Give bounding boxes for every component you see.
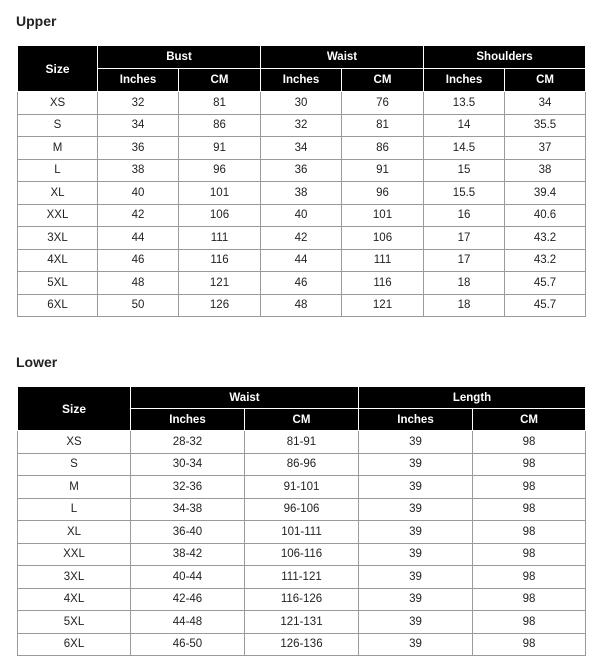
measurement-cell: 86 [342, 137, 424, 160]
measurement-cell: 106 [179, 204, 261, 227]
size-column-header: Size [18, 387, 131, 431]
measurement-cell: 98 [473, 476, 586, 499]
upper-section-title: Upper [16, 13, 57, 29]
table-row [18, 476, 586, 499]
measurement-cell: 116 [179, 249, 261, 272]
inches-subheader: Inches [424, 69, 505, 92]
measurement-cell: 28-32 [131, 431, 245, 454]
measurement-cell: 36 [261, 159, 342, 182]
table-row [18, 92, 586, 115]
measurement-cell: 18 [424, 272, 505, 295]
measurement-cell: 98 [473, 453, 586, 476]
measurement-cell: 42 [261, 227, 342, 250]
measurement-cell: 38 [505, 159, 586, 182]
measurement-cell: 111-121 [245, 566, 359, 589]
size-cell: 3XL [18, 227, 98, 250]
measurement-cell: 42-46 [131, 588, 245, 611]
measurement-cell: 98 [473, 566, 586, 589]
measurement-cell: 46 [98, 249, 179, 272]
measurement-cell: 32 [261, 114, 342, 137]
cm-subheader: CM [473, 409, 586, 431]
measurement-cell: 39 [359, 611, 473, 634]
measurement-cell: 111 [179, 227, 261, 250]
measurement-cell: 44 [261, 249, 342, 272]
measurement-cell: 43.2 [505, 227, 586, 250]
size-cell: 5XL [18, 272, 98, 295]
upper-table-body [18, 92, 586, 317]
measurement-cell: 101 [179, 182, 261, 205]
size-cell: 6XL [18, 294, 98, 317]
table-row [18, 204, 586, 227]
waist-group-header: Waist [131, 387, 359, 409]
size-cell: XL [18, 182, 98, 205]
size-cell: L [18, 498, 131, 521]
table-row [18, 588, 586, 611]
measurement-cell: 39 [359, 588, 473, 611]
measurement-cell: 39 [359, 498, 473, 521]
measurement-cell: 121 [342, 294, 424, 317]
table-row [18, 114, 586, 137]
measurement-cell: 96 [179, 159, 261, 182]
measurement-cell: 45.7 [505, 272, 586, 295]
size-cell: S [18, 453, 131, 476]
table-row [18, 272, 586, 295]
measurement-cell: 39 [359, 476, 473, 499]
table-row [18, 227, 586, 250]
measurement-cell: 30 [261, 92, 342, 115]
shoulders-group-header: Shoulders [424, 46, 586, 69]
measurement-cell: 86-96 [245, 453, 359, 476]
measurement-cell: 36 [98, 137, 179, 160]
size-cell: 4XL [18, 249, 98, 272]
size-cell: 6XL [18, 633, 131, 656]
length-group-header: Length [359, 387, 586, 409]
measurement-cell: 38 [98, 159, 179, 182]
measurement-cell: 98 [473, 543, 586, 566]
table-row [18, 453, 586, 476]
measurement-cell: 45.7 [505, 294, 586, 317]
measurement-cell: 98 [473, 611, 586, 634]
measurement-cell: 43.2 [505, 249, 586, 272]
measurement-cell: 121 [179, 272, 261, 295]
size-cell: M [18, 476, 131, 499]
measurement-cell: 98 [473, 588, 586, 611]
measurement-cell: 42 [98, 204, 179, 227]
measurement-cell: 126-136 [245, 633, 359, 656]
size-cell: 4XL [18, 588, 131, 611]
size-cell: 5XL [18, 611, 131, 634]
measurement-cell: 116-126 [245, 588, 359, 611]
size-cell: L [18, 159, 98, 182]
measurement-cell: 39 [359, 431, 473, 454]
measurement-cell: 106 [342, 227, 424, 250]
waist-group-header: Waist [261, 46, 424, 69]
size-cell: XS [18, 431, 131, 454]
inches-subheader: Inches [261, 69, 342, 92]
measurement-cell: 39.4 [505, 182, 586, 205]
measurement-cell: 101 [342, 204, 424, 227]
cm-subheader: CM [505, 69, 586, 92]
measurement-cell: 48 [98, 272, 179, 295]
measurement-cell: 34 [505, 92, 586, 115]
measurement-cell: 38 [261, 182, 342, 205]
measurement-cell: 40.6 [505, 204, 586, 227]
measurement-cell: 44-48 [131, 611, 245, 634]
measurement-cell: 98 [473, 498, 586, 521]
size-cell: 3XL [18, 566, 131, 589]
measurement-cell: 39 [359, 633, 473, 656]
measurement-cell: 13.5 [424, 92, 505, 115]
measurement-cell: 81 [342, 114, 424, 137]
table-row [18, 543, 586, 566]
measurement-cell: 98 [473, 431, 586, 454]
measurement-cell: 116 [342, 272, 424, 295]
measurement-cell: 37 [505, 137, 586, 160]
table-row [18, 611, 586, 634]
table-row [18, 294, 586, 317]
table-row [18, 431, 586, 454]
size-cell: XXL [18, 204, 98, 227]
table-row [18, 137, 586, 160]
table-row [18, 566, 586, 589]
measurement-cell: 50 [98, 294, 179, 317]
measurement-cell: 121-131 [245, 611, 359, 634]
measurement-cell: 40-44 [131, 566, 245, 589]
measurement-cell: 126 [179, 294, 261, 317]
measurement-cell: 44 [98, 227, 179, 250]
measurement-cell: 17 [424, 249, 505, 272]
size-cell: XL [18, 521, 131, 544]
measurement-cell: 106-116 [245, 543, 359, 566]
measurement-cell: 91-101 [245, 476, 359, 499]
table-row [18, 249, 586, 272]
measurement-cell: 46 [261, 272, 342, 295]
measurement-cell: 34-38 [131, 498, 245, 521]
measurement-cell: 40 [98, 182, 179, 205]
measurement-cell: 81-91 [245, 431, 359, 454]
measurement-cell: 35.5 [505, 114, 586, 137]
measurement-cell: 14 [424, 114, 505, 137]
measurement-cell: 46-50 [131, 633, 245, 656]
size-cell: S [18, 114, 98, 137]
size-cell: XS [18, 92, 98, 115]
measurement-cell: 38-42 [131, 543, 245, 566]
measurement-cell: 91 [179, 137, 261, 160]
measurement-cell: 98 [473, 521, 586, 544]
measurement-cell: 16 [424, 204, 505, 227]
table-row [18, 498, 586, 521]
measurement-cell: 76 [342, 92, 424, 115]
measurement-cell: 39 [359, 521, 473, 544]
cm-subheader: CM [179, 69, 261, 92]
size-column-header: Size [18, 46, 98, 92]
measurement-cell: 36-40 [131, 521, 245, 544]
table-row [18, 521, 586, 544]
measurement-cell: 48 [261, 294, 342, 317]
bust-group-header: Bust [98, 46, 261, 69]
cm-subheader: CM [342, 69, 424, 92]
measurement-cell: 81 [179, 92, 261, 115]
measurement-cell: 32 [98, 92, 179, 115]
table-row [18, 182, 586, 205]
lower-table-body [18, 431, 586, 656]
measurement-cell: 98 [473, 633, 586, 656]
measurement-cell: 15.5 [424, 182, 505, 205]
measurement-cell: 91 [342, 159, 424, 182]
inches-subheader: Inches [131, 409, 245, 431]
measurement-cell: 96 [342, 182, 424, 205]
measurement-cell: 101-111 [245, 521, 359, 544]
size-cell: XXL [18, 543, 131, 566]
table-row [18, 633, 586, 656]
cm-subheader: CM [245, 409, 359, 431]
measurement-cell: 15 [424, 159, 505, 182]
measurement-cell: 39 [359, 453, 473, 476]
measurement-cell: 34 [98, 114, 179, 137]
measurement-cell: 32-36 [131, 476, 245, 499]
measurement-cell: 17 [424, 227, 505, 250]
measurement-cell: 34 [261, 137, 342, 160]
measurement-cell: 96-106 [245, 498, 359, 521]
size-cell: M [18, 137, 98, 160]
measurement-cell: 111 [342, 249, 424, 272]
measurement-cell: 14.5 [424, 137, 505, 160]
measurement-cell: 39 [359, 566, 473, 589]
upper-size-table [17, 45, 586, 317]
table-row [18, 159, 586, 182]
lower-section-title: Lower [16, 354, 58, 370]
inches-subheader: Inches [359, 409, 473, 431]
measurement-cell: 39 [359, 543, 473, 566]
measurement-cell: 40 [261, 204, 342, 227]
measurement-cell: 18 [424, 294, 505, 317]
inches-subheader: Inches [98, 69, 179, 92]
measurement-cell: 30-34 [131, 453, 245, 476]
measurement-cell: 86 [179, 114, 261, 137]
lower-size-table [17, 386, 586, 656]
